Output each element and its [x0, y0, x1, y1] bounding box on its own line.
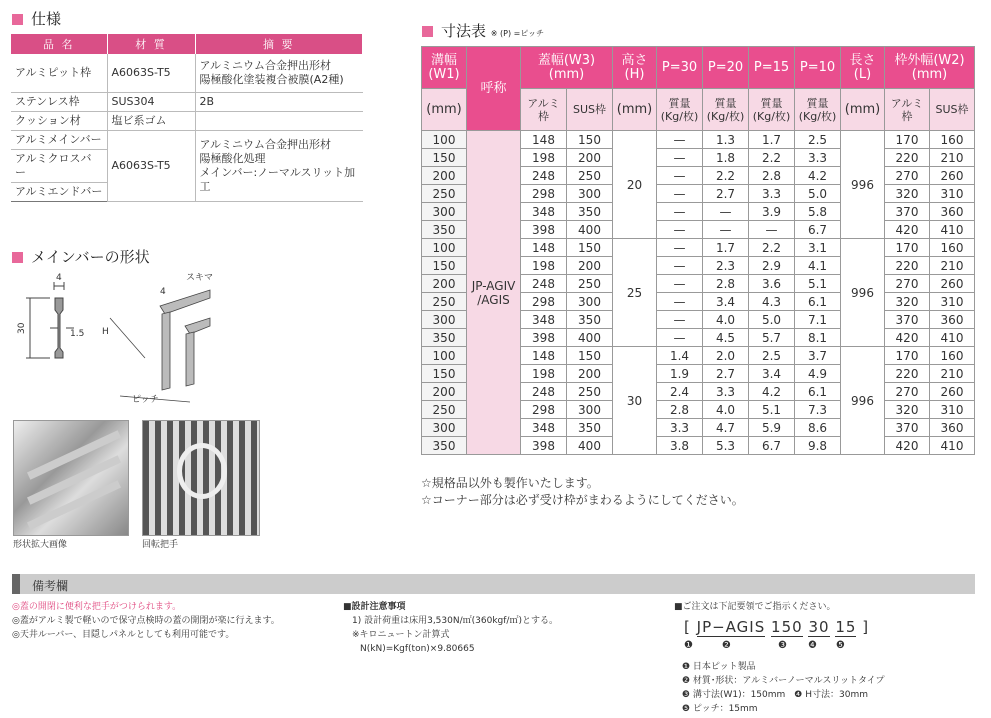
legend-4: ❺ ピッチ：15mm: [682, 704, 758, 714]
remark-1: ◎蓋の開閉に便利な把手がつけられます。: [12, 602, 182, 612]
table-cell: 100: [422, 347, 467, 365]
table-cell: 2.8: [703, 275, 749, 293]
table-cell: 160: [930, 347, 975, 365]
table-cell: 370: [885, 203, 930, 221]
table-cell: 198: [521, 257, 567, 275]
table-cell: 5.1: [795, 275, 841, 293]
table-cell: 3.4: [749, 365, 795, 383]
table-cell: 420: [885, 437, 930, 455]
table-cell: —: [657, 275, 703, 293]
table-cell: 1.4: [657, 347, 703, 365]
table-cell: 370: [885, 419, 930, 437]
table-cell: 300: [422, 311, 467, 329]
table-cell: 8.1: [795, 329, 841, 347]
table-cell: —: [703, 221, 749, 239]
table-cell: 2.7: [703, 365, 749, 383]
dim-title: 寸法表 ※ (P) =ピッチ: [422, 20, 544, 41]
remarks-title: 備考欄: [32, 579, 69, 593]
svg-text:1.5: 1.5: [70, 329, 85, 339]
table-cell: —: [657, 167, 703, 185]
svg-text:H: H: [102, 327, 109, 337]
table-cell: 300: [567, 293, 613, 311]
table-cell: 298: [521, 185, 567, 203]
table-cell: 300: [422, 419, 467, 437]
handle-photo: [142, 420, 260, 536]
legend-2: ❷ 材質･形状：アルミバーノーマルスリットタイプ: [682, 676, 885, 686]
table-cell: —: [657, 185, 703, 203]
photo1-caption: 形状拡大画像: [13, 540, 68, 550]
table-cell: 25: [613, 239, 657, 347]
table-cell: 4.9: [795, 365, 841, 383]
table-cell: 250: [422, 185, 467, 203]
table-cell: —: [657, 203, 703, 221]
table-cell: 4.0: [703, 311, 749, 329]
table-cell: 398: [521, 221, 567, 239]
table-cell: 148: [521, 239, 567, 257]
spec-title: 仕様: [12, 8, 61, 29]
order-title: ■ご注文は下記要領でご指示ください。: [674, 602, 836, 612]
table-cell: 6.1: [795, 383, 841, 401]
table-cell: 148: [521, 347, 567, 365]
table-cell: —: [657, 131, 703, 149]
table-cell: 360: [930, 311, 975, 329]
table-cell: 170: [885, 347, 930, 365]
table-cell: 2.2: [749, 149, 795, 167]
table-cell: 260: [930, 383, 975, 401]
table-cell: 5.0: [749, 311, 795, 329]
table-cell: 200: [567, 257, 613, 275]
table-cell: 150: [567, 347, 613, 365]
svg-text:ピッチ: ピッチ: [132, 395, 159, 405]
table-cell: 150: [422, 149, 467, 167]
table-cell: 4.7: [703, 419, 749, 437]
table-cell: 270: [885, 383, 930, 401]
table-cell: 3.3: [749, 185, 795, 203]
design-3: N(kN)=Kgf(ton)×9.80665: [360, 644, 475, 654]
table-cell: 3.9: [749, 203, 795, 221]
table-cell: 210: [930, 257, 975, 275]
table-cell: 420: [885, 329, 930, 347]
svg-text:4: 4: [160, 287, 166, 297]
table-cell: 2.3: [703, 257, 749, 275]
table-cell: 1.3: [703, 131, 749, 149]
table-cell: 270: [885, 275, 930, 293]
table-cell: 996: [841, 131, 885, 239]
table-cell: —: [657, 239, 703, 257]
table-cell: 7.3: [795, 401, 841, 419]
remark-3: ◎天井ルーバー、目隠しパネルとしても利用可能です。: [12, 630, 235, 640]
table-cell: 250: [422, 293, 467, 311]
table-cell: 2.0: [703, 347, 749, 365]
legend-3: ❸ 溝寸法(W1)：150mm ❹ H寸法：30mm: [682, 690, 868, 700]
table-cell: 400: [567, 221, 613, 239]
svg-text:30: 30: [17, 322, 27, 334]
table-cell: 8.6: [795, 419, 841, 437]
table-cell: 220: [885, 149, 930, 167]
table-cell: 3.3: [657, 419, 703, 437]
table-cell: 4.2: [749, 383, 795, 401]
svg-text:4: 4: [56, 273, 62, 283]
table-cell: 200: [567, 365, 613, 383]
table-cell: 350: [422, 221, 467, 239]
design-2: ※キロニュートン計算式: [352, 630, 450, 640]
table-cell: 350: [567, 419, 613, 437]
table-cell: —: [657, 257, 703, 275]
table-cell: 350: [422, 437, 467, 455]
table-cell: 310: [930, 293, 975, 311]
table-cell: 2.5: [749, 347, 795, 365]
table-cell: 5.0: [795, 185, 841, 203]
table-cell: 6.7: [795, 221, 841, 239]
svg-text:スキマ: スキマ: [186, 273, 214, 283]
table-cell: 148: [521, 131, 567, 149]
table-cell: 410: [930, 329, 975, 347]
table-cell: 300: [567, 185, 613, 203]
table-cell: 398: [521, 437, 567, 455]
table-cell: 198: [521, 365, 567, 383]
table-cell: 7.1: [795, 311, 841, 329]
table-cell: 1.7: [749, 131, 795, 149]
table-cell: 248: [521, 383, 567, 401]
table-cell: 248: [521, 167, 567, 185]
table-cell: 400: [567, 329, 613, 347]
table-cell: 350: [567, 203, 613, 221]
table-cell: 3.3: [703, 383, 749, 401]
table-row: [422, 131, 975, 149]
table-cell: 320: [885, 185, 930, 203]
table-cell: 5.9: [749, 419, 795, 437]
table-cell: 3.7: [795, 347, 841, 365]
table-cell: 420: [885, 221, 930, 239]
table-cell: 410: [930, 221, 975, 239]
table-cell: 4.5: [703, 329, 749, 347]
table-cell: 20: [613, 131, 657, 239]
table-cell: 350: [567, 311, 613, 329]
table-cell: 1.8: [703, 149, 749, 167]
table-cell: 4.3: [749, 293, 795, 311]
table-cell: 996: [841, 239, 885, 347]
table-cell: 250: [422, 401, 467, 419]
table-cell: 2.9: [749, 257, 795, 275]
table-cell: 250: [567, 275, 613, 293]
table-cell: 200: [422, 383, 467, 401]
table-cell: 2.8: [657, 401, 703, 419]
table-cell: 370: [885, 311, 930, 329]
table-cell: 220: [885, 365, 930, 383]
table-cell: —: [657, 329, 703, 347]
table-cell: 248: [521, 275, 567, 293]
table-cell: 260: [930, 275, 975, 293]
design-title: ■設計注意事項: [343, 602, 406, 612]
spec-table: 品 名 材 質 摘 要 アルミピット枠 A6063S-T5 アルミニウム合金押出形材 陽極酸化塗装複合被膜(A2種) ステンレス枠 SUS304 2B クッション材 塩ビ系ゴム アルミメインバー A6063S-T5 アルミニウム合金押出形材 陽極酸化処理 メインバー:ノーマルスリット加工 アルミクロスバー アルミエンドバー: [11, 34, 363, 202]
design-1: 1) 設計荷重は床用3,530N/㎡(360kgf/㎡)とする。: [352, 616, 558, 626]
table-cell: 200: [567, 149, 613, 167]
table-cell: 400: [567, 437, 613, 455]
table-cell: 2.2: [703, 167, 749, 185]
table-cell: —: [657, 221, 703, 239]
table-cell: —: [657, 149, 703, 167]
dim-note-1: ☆規格品以外も製作いたします。: [421, 476, 599, 490]
table-cell: 2.5: [795, 131, 841, 149]
table-cell: 100: [422, 239, 467, 257]
table-cell: 410: [930, 437, 975, 455]
table-cell: 398: [521, 329, 567, 347]
table-cell: 5.3: [703, 437, 749, 455]
table-cell: 996: [841, 347, 885, 455]
remarks-bar: [12, 574, 975, 594]
table-cell: 320: [885, 293, 930, 311]
remarks-bar-marker: [12, 574, 20, 594]
table-cell: 5.8: [795, 203, 841, 221]
table-cell: 1.7: [703, 239, 749, 257]
table-cell: 298: [521, 293, 567, 311]
table-cell: 100: [422, 131, 467, 149]
table-cell: 150: [567, 131, 613, 149]
table-cell: 250: [567, 383, 613, 401]
table-cell: 150: [567, 239, 613, 257]
table-cell: 348: [521, 419, 567, 437]
table-cell: 4.2: [795, 167, 841, 185]
table-cell: —: [703, 203, 749, 221]
table-cell: 2.4: [657, 383, 703, 401]
table-cell: 9.8: [795, 437, 841, 455]
table-cell: 350: [422, 329, 467, 347]
table-cell: 200: [422, 275, 467, 293]
table-cell: 360: [930, 203, 975, 221]
table-cell: 3.6: [749, 275, 795, 293]
table-cell: 5.7: [749, 329, 795, 347]
dimension-table: 溝幅 (W1) 呼称 蓋幅(W3) (mm) 高さ (H) P=30 P=20 P=15 P=10 長さ (L) 枠外幅(W2) (mm) (mm) アルミ枠 SUS枠 (mm) 質量 (Kg/枚) 質量 (Kg/枚) 質量 (Kg/枚) 質量 (Kg/枚) (mm) アルミ枠 SUS枠 100 JP-AGIV /AGIS 148 150 20 — 1.3 1.7 2.5 996 170 160 150 198 200 — 1.8 2.2 3.3 220 210 200 248 250 — 2.2 2.8 4.2 270 260 250 298 300 — 2.7 3.3 5.0 320 310 300 348 350 — — 3.9 5.8 370 360 350 398 400 — — — 6.7 420 410 100 148 150 25 — 1.7 2.2 3.1 996 170 160 150 198 200 — 2.3 2.9 4.1 220 210 200 248 250 — 2.8 3.6 5.1 270 260 250 298 300 — 3.4 4.3 6.1 320 310 300 348 350 — 4.0 5.0 7.1 370 360 350 398 400 — 4.5 5.7 8.1 420 410 100 148 150 30 1.4 2.0 2.5 3.7 996 170 160 150 198 200 1.9 2.7 3.4 4.9 220 210 200 248 250 2.4 3.3 4.2 6.1 270 260 250 298 300 2.8 4.0 5.1 7.3 320 310 300 348 350 3.3 4.7 5.9 8.6 370 360 350 398 400 3.8 5.3 6.7 9.8 420 410: [421, 46, 975, 455]
table-cell: 348: [521, 311, 567, 329]
table-cell: 300: [422, 203, 467, 221]
table-cell: 2.2: [749, 239, 795, 257]
table-cell: 150: [422, 257, 467, 275]
table-cell: 220: [885, 257, 930, 275]
table-cell: 1.9: [657, 365, 703, 383]
table-cell: 4.0: [703, 401, 749, 419]
table-cell: 320: [885, 401, 930, 419]
table-cell: 160: [930, 239, 975, 257]
table-cell: 2.7: [703, 185, 749, 203]
table-cell: —: [657, 311, 703, 329]
table-cell: 160: [930, 131, 975, 149]
legend-1: ❶ 日本ピット製品: [682, 662, 756, 672]
table-cell: —: [749, 221, 795, 239]
table-cell: 250: [567, 167, 613, 185]
table-cell: —: [657, 293, 703, 311]
shape-enlarged-photo: [13, 420, 129, 536]
table-cell: 260: [930, 167, 975, 185]
remark-2: ◎蓋がアルミ製で軽いので保守点検時の蓋の開閉が楽に行えます。: [12, 616, 280, 626]
table-cell: JP-AGIV /AGIS: [467, 131, 521, 455]
table-cell: 360: [930, 419, 975, 437]
shape-title: メインバーの形状: [12, 246, 150, 267]
table-cell: 6.7: [749, 437, 795, 455]
table-cell: 348: [521, 203, 567, 221]
table-cell: 6.1: [795, 293, 841, 311]
table-cell: 270: [885, 167, 930, 185]
table-cell: 4.1: [795, 257, 841, 275]
table-cell: 5.1: [749, 401, 795, 419]
table-cell: 2.8: [749, 167, 795, 185]
order-code: [ JP−AGIS 150 30 15 ]: [684, 618, 870, 636]
table-cell: 210: [930, 365, 975, 383]
table-cell: 210: [930, 149, 975, 167]
photo2-caption: 回転把手: [142, 540, 179, 550]
mainbar-drawing: [10, 268, 214, 418]
table-cell: 298: [521, 401, 567, 419]
table-cell: 3.1: [795, 239, 841, 257]
dim-note-2: ☆コーナー部分は必ず受け枠がまわるようにしてください。: [421, 493, 744, 507]
table-cell: 30: [613, 347, 657, 455]
table-cell: 3.8: [657, 437, 703, 455]
table-cell: 170: [885, 239, 930, 257]
table-cell: 150: [422, 365, 467, 383]
table-cell: 310: [930, 401, 975, 419]
table-cell: 3.4: [703, 293, 749, 311]
table-cell: 200: [422, 167, 467, 185]
table-cell: 198: [521, 149, 567, 167]
table-cell: 310: [930, 185, 975, 203]
table-cell: 300: [567, 401, 613, 419]
table-cell: 3.3: [795, 149, 841, 167]
table-cell: 170: [885, 131, 930, 149]
